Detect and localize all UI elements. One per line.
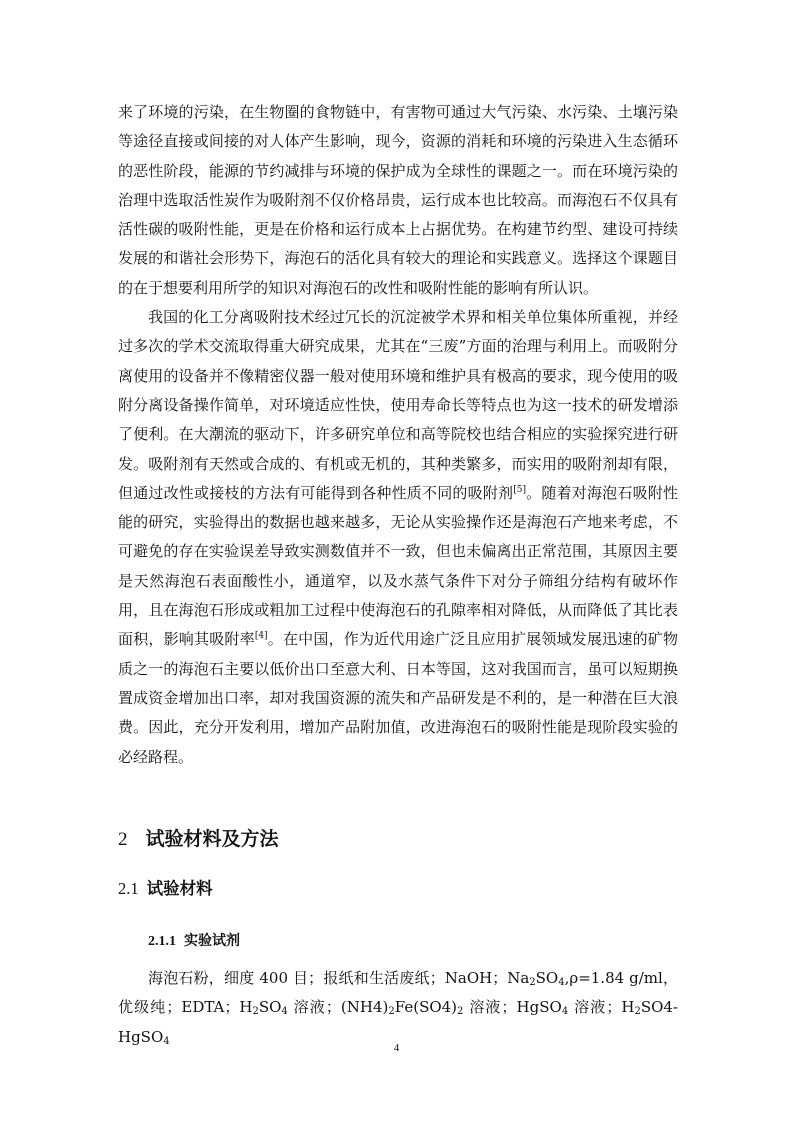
subsection-title: 试验材料 bbox=[146, 879, 213, 898]
materials-text: 溶液；H bbox=[568, 998, 635, 1017]
materials-text: Fe(SO4) bbox=[394, 998, 458, 1017]
paragraph-text: 。在中国，作为近代用途广泛且应用扩展领域发展迅速的矿物质之一的海泡石主要以低价出口至意大利、日本等国，这对我国而言，虽可以短期换置成资金增加出口率，却对我国资源的流失和产品研发是不利的，是一种潜在巨大浪费。因此，充分开发利用，增加产品附加值，改进海泡石的吸附性能是现阶段实验的必经路程。 bbox=[118, 630, 678, 766]
citation-ref: [5] bbox=[513, 484, 526, 495]
subscript: 2 bbox=[252, 1006, 259, 1018]
materials-text: SO4-HgSO bbox=[118, 998, 678, 1046]
subscript: 4 bbox=[561, 1006, 569, 1018]
body-text bbox=[118, 98, 678, 772]
paragraph-continued: 来了环境的污染，在生物圈的食物链中，有害物可通过大气污染、水污染、土壤污染等途径直接或间接的对人体产生影响，现今，资源的消耗和环境的污染进入生态循环的恶性阶段，能源的节约减排与环境的保护成为全球性的课题之一。而在环境污染的治理中选取活性炭作为吸附剂不仅价格昂贵，运行成本也比较高。而海泡石不仅具有活性碳的吸附性能，更是在价格和运行成本上占据优势。在构建节约型、建设可持续发展的和谐社会形势下，海泡石的活化具有较大的理论和实践意义。选择这个课题目的在于想要利用所学的知识对海泡石的改性和吸附性能的影响有所认识。 bbox=[118, 103, 678, 297]
materials-text: ,ρ=1.84 g/ml，优级纯；EDTA；H bbox=[118, 969, 679, 1017]
subsubsection-title: 实验试剂 bbox=[184, 933, 240, 949]
section-title: 试验材料及方法 bbox=[145, 828, 279, 850]
section-heading bbox=[118, 824, 279, 851]
materials-text: 溶液；HgSO bbox=[463, 998, 562, 1017]
subscript: 2 bbox=[634, 1006, 641, 1018]
paragraph-adsorption-technology bbox=[118, 303, 678, 772]
materials-text: SO bbox=[258, 998, 282, 1017]
page-number: 4 bbox=[393, 1042, 400, 1054]
paragraph-text: 。随着对海泡石吸附性能的研究，实验得出的数据也越来越多，无论从实验操作还是海泡石产地来考虑，不可避免的存在实验误差导致实测数值并不一致，但也未偏离出正常范围，其原因主要是天然海泡石表面酸性小，通道窄，以及水蒸气条件下对分子筛组分结构有破坏作用，且在海泡石形成或粗加工过程中使海泡石的孔隙率相对降低，从而降低了其比表面积，影响其吸附率 bbox=[118, 483, 678, 649]
section-number: 2 bbox=[118, 829, 128, 850]
paragraph-text: 我国的化工分离吸附技术经过冗长的沉淀被学术界和相关单位集体所重视，并经过多次的学术交流取得重大研究成果，尤其在“三废”方面的治理与利用上。而吸附分离使用的设备并不像精密仪器一般对使用环境和维护具有极高的要求，现今使用的吸附分离设备操作简单，对环境适应性快，使用寿命长等特点也为这一技术的研发增添了便利。在大潮流的驱动下，许多研究单位和高等院校也结合相应的实验探究进行研发。吸附剂有天然或合成的、有机或无机的，其种类繁多，而实用的吸附剂却有限，但通过改性或接枝的方法有可能得到各种性质不同的吸附剂 bbox=[118, 308, 678, 502]
materials-text: 海泡石粉，细度 400 目；报纸和生活废纸；NaOH；Na bbox=[148, 969, 530, 987]
subsubsection-heading bbox=[148, 930, 240, 950]
subscript: 2 bbox=[457, 1006, 464, 1018]
subscript: 4 bbox=[281, 1006, 288, 1018]
subscript: 2 bbox=[529, 977, 536, 988]
subsection-number: 2.1 bbox=[118, 879, 139, 898]
citation-ref: [4] bbox=[254, 631, 268, 642]
subscript: 4 bbox=[163, 1035, 170, 1047]
materials-text: SO bbox=[535, 969, 559, 987]
subsubsection-number: 2.1.1 bbox=[148, 934, 176, 949]
materials-paragraph bbox=[118, 964, 678, 1052]
materials-text: 溶液；(NH4) bbox=[287, 998, 389, 1017]
subsection-heading bbox=[118, 875, 213, 899]
subscript: 4 bbox=[558, 977, 565, 988]
subscript: 2 bbox=[388, 1006, 395, 1018]
